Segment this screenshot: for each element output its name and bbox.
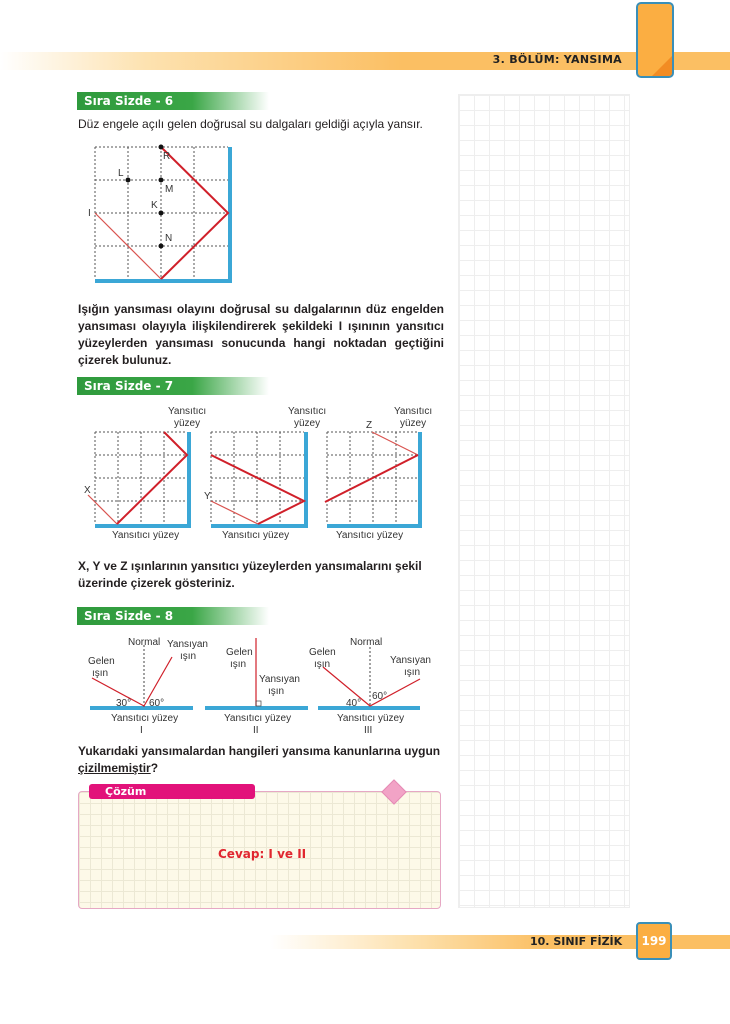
diagram-number: I [140,725,143,736]
angle-label: 60° [149,698,165,709]
incident-label: ışın [230,659,247,670]
s7-top-label: yüzey [294,418,321,429]
note-grid [458,94,630,908]
s7-bottom-label: Yansıtıcı yüzey [336,530,404,541]
chapter-title: 3. BÖLÜM: YANSIMA [492,53,622,66]
reflected-label: ışın [404,667,421,678]
point-K-label: K [151,200,158,211]
s7-top-label: yüzey [174,418,201,429]
point-N-label: N [165,233,173,244]
ray-Y-label: Y [204,491,211,502]
reflected-label: Yansıyan [167,639,208,650]
incident-label: Gelen [88,656,115,667]
angle-label: 30° [116,698,132,709]
s6-intro: Düz engele açılı gelen doğrusal su dalgaları geldiği açıyla yansır. [78,117,423,131]
s8-diagrams [0,625,450,740]
normal-label: Normal [350,637,383,648]
s7-bottom-label: Yansıtıcı yüzey [222,530,290,541]
ray-I-label: I [88,208,91,219]
chapter-tab [636,2,674,78]
ray-Z-label: Z [366,420,373,431]
reflected-label: Yansıyan [390,655,431,666]
normal-label: Normal [128,637,161,648]
surface-label: Yansıtıcı yüzey [224,713,292,724]
s6-diagram [0,0,450,300]
section-header-8: Sıra Sizde - 8 [77,607,269,625]
incident-label: ışın [92,668,109,679]
s7-bottom-label: Yansıtıcı yüzey [112,530,180,541]
point-L-label: L [118,168,124,179]
s7-top-label: yüzey [400,418,427,429]
reflected-label: ışın [180,651,197,662]
section-header-6: Sıra Sizde - 6 [77,92,269,110]
section-header-7: Sıra Sizde - 7 [77,377,269,395]
incident-label: Gelen [309,647,336,658]
s6-question: Işığın yansıması olayını doğrusal su dalgalarının düz engelden yansıması olayıyla ilişkilendirerek şekildeki I ışınının yansıtıcı yüzeylerden yansıması sonucunda hangi noktadan geçtiğini çizerek bulunuz. [78,302,444,367]
angle-label: 40° [346,698,362,709]
page-number: 199 [636,922,672,960]
question-text: Yukarıdaki yansımalardan hangileri yansıma kanunlarına uygun [78,744,441,758]
angle-label: 60° [372,691,388,702]
point-M-label: M [165,184,174,195]
surface-label: Yansıtıcı yüzey [337,713,405,724]
s7-diagrams [0,395,450,545]
reflected-label: Yansıyan [259,674,300,685]
solution-title: Çözüm [89,784,255,799]
reflected-label: ışın [268,686,285,697]
point-R-label: R [163,151,171,162]
s7-top-label: Yansıtıcı [168,406,207,417]
incident-label: ışın [314,659,331,670]
question-emphasis: çizilmemiştir [78,761,151,775]
s8-question [78,743,444,777]
incident-label: Gelen [226,647,253,658]
s7-question: X, Y ve Z ışınlarının yansıtıcı yüzeylerden yansımalarını şekil üzerinde çizerek gösteriniz. [78,559,422,590]
diagram-number: II [253,725,259,736]
s7-top-label: Yansıtıcı [394,406,433,417]
surface-label: Yansıtıcı yüzey [111,713,179,724]
solution-answer: Cevap: I ve II [218,847,307,861]
question-mark: ? [150,761,159,775]
s7-top-label: Yansıtıcı [288,406,327,417]
book-title: 10. SINIF FİZİK [530,935,623,948]
ray-X-label: X [84,485,91,496]
diagram-number: III [364,725,373,736]
